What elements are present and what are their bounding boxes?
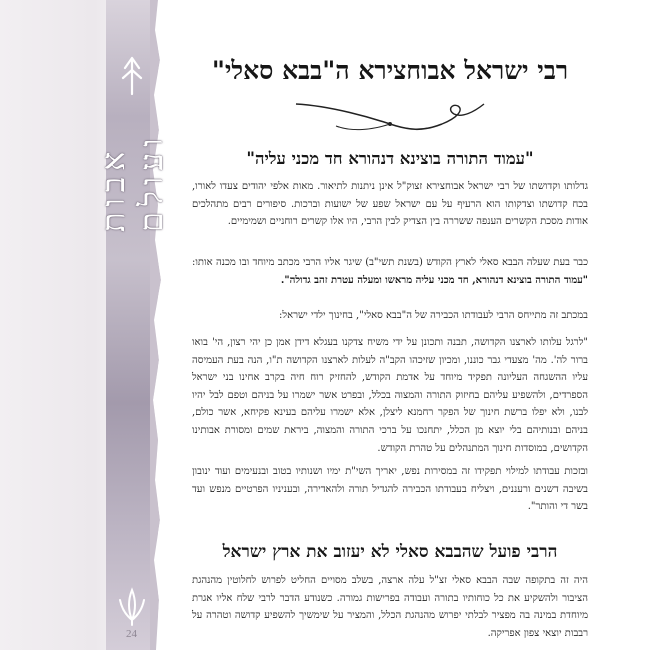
page-number: 24 xyxy=(126,628,137,640)
flourish-divider-icon xyxy=(292,96,488,136)
ornament-arrow-icon xyxy=(112,56,152,96)
sidebar-title xyxy=(94,92,170,232)
paragraph-6: היה זה בתקופה שבה הבבא סאלי זצ"ל עלה ארצה, בשלב מסויים החליט לפרוש לחלוטין מהנהגת הציבור ולהשקיע את כל כוחותיו בתורה ועבודה בפרישות גמורה. כשנודע הדבר לרבי שלח אליו אגרת מיוחדת במינה בה מפציר לבלתי יפרוש מהנהגת הכלל, והמציר על שימשיך להשפיע קדושה וטהרה על רבבות יוצאי צפון אפריקה. xyxy=(192,575,588,639)
paragraph-1: גדלותו וקדושתו של רבי ישראל אבוחצירא זצוק"ל אינן ניתנות לתיאור. מאות אלפי יהודים צעדו לאורו, בכח קדושתו וצדקותו הוא הרעיף על עם ישראל שפע של ישועות וברכות. סיפורים רבים מתהלכים אודות מסכת הקשרים הענפה ששררה בין הצדיק לבין הרבי, היו אלו קשרים רוחניים ושמימיים. xyxy=(192,181,588,228)
section-heading-1: "עמוד התורה בוצינא דנהורא חד מכני עליה" xyxy=(246,149,534,168)
article-content xyxy=(192,0,588,650)
paragraph-3: במכתב זה מתייחס הרבי לעבודתו הכבירה של ה"בבא סאלי", בחינוך ילדי ישראל: xyxy=(279,310,588,321)
paragraph-2-quote: "עמוד התורה בוצינא דנהורא, חד מכני עליה מראשו ומעלה עטרת זהב גדולה". xyxy=(280,274,588,286)
paragraph-5: ובזכות עבודתו למילוי תפקידו זה במסירות נפש, יאריך השי"ת ימיו ושנותיו בטוב ובנעימים ועוד ינובון בשיבה דשנים ורעננים, ויצליח בעבודתו הכבירה להגדיל תורה ולהאדירה, ובעניניו הפרטיים מנפש ועד בשר די והותר". xyxy=(192,466,588,513)
decorative-sidebar xyxy=(0,0,172,650)
sidebar-title-text: אבות ועולם xyxy=(94,132,170,232)
paragraph-4: "לרגל עלותו לארצנו הקדושה, תבנה ותכונן על ידי משיח צדקנו בעגלא דידן אמן כן יהי רצון, הי' בואו ברור לה'. מה' מצעדי גבר כוננו, ומכיון שזיכהו הקב"ה לעלות לארצנו הקדושה ת"ו, הנה בעת העמיסה עליו ההשגחה העליונה תפקיד מיוחד על אדמת הקודש, להחזיק רוח חיה בקרב אחינו בני ישראל הספרדים, ולהשפיע עליהם בחיזוק התורה והמצוה בכלל, ובפרט אשר ישמרו על בניהם וטפם לבל יהיו לבנו, ולא יפלו ברשת חינוך של הפקר רחמנא ליצלן, אלא ישמרו עליהם בעינא פקיחא, אשר כולם, בניהם ובנותיהם בלי יוצא מן הכלל, יתחנכו על ברכי התורה והמצוה, ביראת שמים ומסורת אבותינו הקדושים, במוסדות חינוך המתנהלים על טהרת הקודש. xyxy=(192,337,588,454)
page-title: רבי ישראל אבוחצירא ה"בבא סאלי" xyxy=(211,56,569,85)
paragraph-2 xyxy=(192,254,588,289)
section-heading-2: הרבי פועל שהבבא סאלי לא יעזוב את ארץ ישראל xyxy=(222,542,558,562)
ornament-lily-icon xyxy=(112,586,152,626)
paragraph-2-text: כבר בעת שעלה הבבא סאלי לארץ הקודש (בשנת תשי"ב) שיגר אליו הרבי מכתב מיוחד ובו מכנה אותו: xyxy=(192,257,588,268)
